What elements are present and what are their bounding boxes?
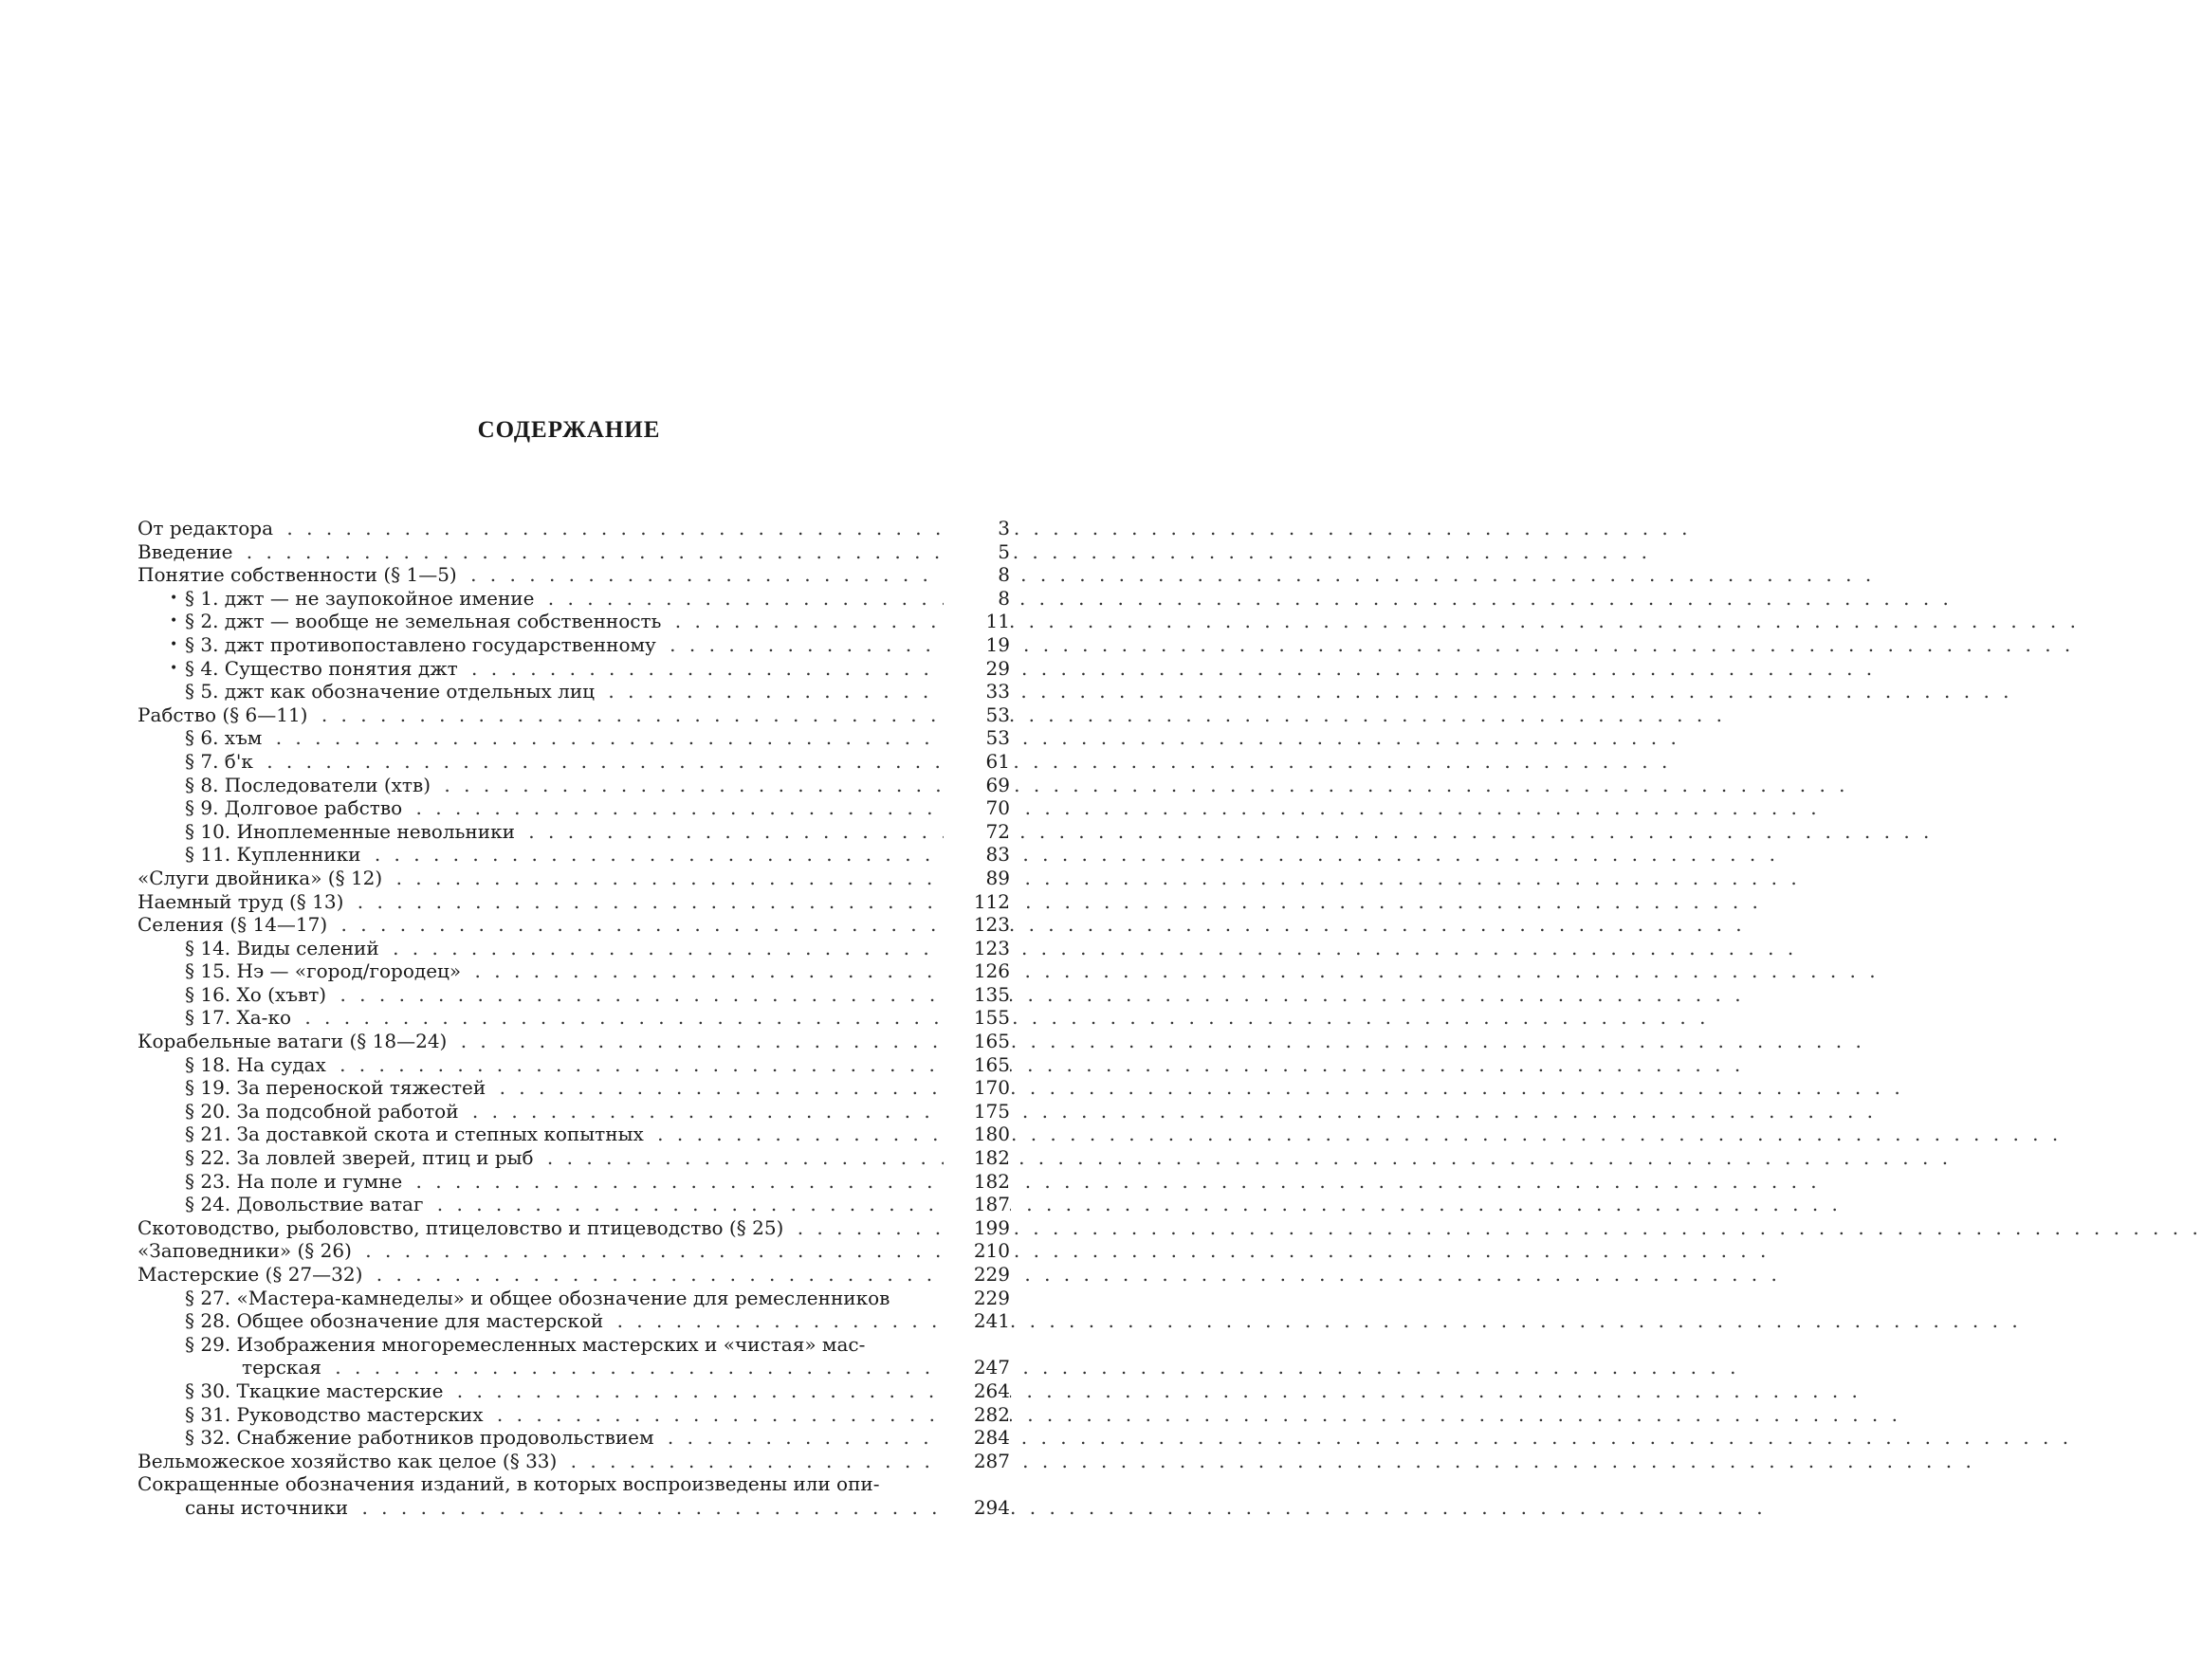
- toc-entry-title: § 16. Хо (хъвт): [185, 983, 330, 1006]
- toc-entry-page: 182: [944, 1146, 1010, 1170]
- toc-entry-title: терская: [242, 1356, 325, 1379]
- toc-entry: [138, 1076, 1010, 1100]
- toc-entry-title: Вельможеское хозяйство как целое (§ 33): [138, 1450, 560, 1472]
- toc-entry-title: § 28. Общее обозначение для мастерской: [185, 1309, 607, 1332]
- toc-entry-title: саны источники: [185, 1496, 352, 1519]
- toc-entry-leader: [138, 517, 934, 540]
- toc-entry: [138, 1030, 1010, 1053]
- toc-entry-leader: [185, 1426, 934, 1450]
- toc-entry-page: 210: [944, 1239, 1010, 1263]
- toc-entry: [138, 1333, 1010, 1357]
- toc-entry-leader: [185, 1193, 934, 1216]
- toc-entry-page: 8: [944, 587, 1010, 611]
- toc-entry-page: 294: [944, 1496, 1010, 1520]
- toc-entry-leader: [138, 703, 934, 727]
- toc-entry-leader: [138, 913, 934, 937]
- toc-entry-leader: [185, 1170, 934, 1194]
- bullet-marker: •: [170, 613, 178, 630]
- toc-entry-leader: [185, 680, 934, 703]
- toc-entry-page: 89: [944, 867, 1010, 890]
- toc-entry-title: Селения (§ 14—17): [138, 913, 331, 936]
- toc-entry-title: § 4. Существо понятия джт: [185, 657, 462, 680]
- toc-entry-page: 53: [944, 726, 1010, 750]
- bullet-marker: •: [170, 660, 178, 676]
- toc-entry-leader: [138, 540, 934, 564]
- toc-entry-leader: [185, 1379, 934, 1403]
- toc-entry-page: 29: [944, 657, 1010, 681]
- toc-entry-page: 72: [944, 820, 1010, 844]
- toc-entry-leader: [185, 983, 934, 1007]
- toc-entry: [138, 1496, 1010, 1520]
- toc-entry: [138, 796, 1010, 820]
- toc-entry-leader: [242, 1356, 934, 1379]
- toc-entry: [138, 1450, 1010, 1473]
- toc-entry-leader: [138, 1472, 934, 1496]
- toc-entry-page: 8: [944, 563, 1010, 587]
- toc-entry-page: 264: [944, 1379, 1010, 1403]
- toc-entry-leader: [185, 959, 934, 983]
- toc-entry-title: § 18. На судах: [185, 1053, 330, 1076]
- toc-entry-leader: [185, 1496, 934, 1520]
- toc-entry-page: 187: [944, 1193, 1010, 1216]
- toc-entry-title: Введение: [138, 540, 236, 563]
- toc-entry-page: 165: [944, 1053, 1010, 1077]
- toc-entry-leader: [185, 796, 934, 820]
- toc-entry-title: От редактора: [138, 517, 277, 539]
- toc-entry-page: 182: [944, 1170, 1010, 1194]
- toc-entry: [138, 1216, 1010, 1240]
- toc-entry-title: § 24. Довольствие ватаг: [185, 1193, 427, 1215]
- toc-entry-leader: [185, 1123, 934, 1146]
- toc-entry-page: 123: [944, 937, 1010, 960]
- toc-entry-leader: [185, 1100, 934, 1123]
- toc-entry-title: § 3. джт противопоставлено государственному: [185, 633, 660, 656]
- toc-entry-leader: [185, 1403, 934, 1427]
- toc-entry-page: 229: [944, 1287, 1010, 1310]
- toc-entry-leader: [185, 774, 934, 797]
- toc-entry: [138, 867, 1010, 890]
- toc-entry-page: 112: [944, 890, 1010, 914]
- toc-entry-page: 123: [944, 913, 1010, 937]
- toc-entry-title: § 31. Руководство мастерских: [185, 1403, 487, 1426]
- toc-entry: [138, 680, 1010, 703]
- toc-entry: [138, 540, 1010, 564]
- toc-entry-title: § 8. Последователи (хтв): [185, 774, 434, 796]
- toc-entry: [138, 517, 1010, 540]
- toc-entry-title: «Слуги двойника» (§ 12): [138, 867, 386, 889]
- toc-entry-title: § 11. Купленники: [185, 843, 364, 866]
- toc-entry-leader: [138, 867, 934, 890]
- toc-entry-title: § 9. Долговое рабство: [185, 796, 406, 819]
- toc-entry-page: 53: [944, 703, 1010, 727]
- toc-entry-leader: [185, 726, 934, 750]
- toc-entry: [138, 1309, 1010, 1333]
- toc-entry-page: 180: [944, 1123, 1010, 1146]
- toc-entry-title: § 30. Ткацкие мастерские: [185, 1379, 447, 1402]
- toc-entry: [138, 1100, 1010, 1123]
- toc-entry-page: 3: [944, 517, 1010, 540]
- toc-entry-leader: [138, 1030, 934, 1053]
- toc-entry-page: 199: [944, 1216, 1010, 1240]
- toc-entry-leader: [185, 1287, 934, 1310]
- toc-entry: [138, 1123, 1010, 1146]
- toc-entry-leader: [170, 656, 934, 681]
- toc-entry-page: 19: [944, 633, 1010, 657]
- toc-entry: [138, 1146, 1010, 1170]
- bullet-marker: •: [170, 636, 178, 652]
- toc-entry-title: § 1. джт — не заупокойное имение: [185, 587, 538, 610]
- toc-entry-leader: [138, 1450, 934, 1473]
- toc-entry-leader: [185, 1333, 934, 1357]
- toc-entry-page: 175: [944, 1100, 1010, 1123]
- toc-entry: [138, 750, 1010, 774]
- toc-entry-leader: [185, 750, 934, 774]
- page-title: СОДЕРЖАНИЕ: [477, 417, 661, 443]
- toc-entry-page: 70: [944, 796, 1010, 820]
- toc-entry-leader: [138, 563, 934, 587]
- toc-entry-title: Наемный труд (§ 13): [138, 890, 347, 913]
- toc-entry-page: 247: [944, 1356, 1010, 1379]
- toc-entry: [138, 937, 1010, 960]
- toc-entry-title: § 32. Снабжение работников продовольствием: [185, 1426, 658, 1449]
- toc-entry: [138, 1006, 1010, 1030]
- toc-entry-title: § 15. Нэ — «город/городец»: [185, 959, 465, 982]
- toc-entry-title: Сокращенные обозначения изданий, в которых воспроизведены или опи-: [138, 1472, 884, 1495]
- toc-entry-title: § 17. Ха-ко: [185, 1006, 295, 1029]
- toc-entry-page: 11: [944, 610, 1010, 633]
- toc-entry: [138, 1426, 1010, 1450]
- toc-entry: [138, 1053, 1010, 1077]
- toc-entry: [138, 703, 1010, 727]
- toc-entry: [138, 633, 1010, 657]
- toc-entry: [138, 774, 1010, 797]
- toc-entry-title: § 10. Иноплеменные невольники: [185, 820, 519, 843]
- toc-entry-title: § 29. Изображения многоремесленных мастерских и «чистая» мас-: [185, 1333, 869, 1356]
- toc-entry-title: Скотоводство, рыболовство, птицеловство и птицеводство (§ 25): [138, 1216, 787, 1239]
- toc-entry: [138, 1379, 1010, 1403]
- toc-entry: [138, 890, 1010, 914]
- toc-entry-leader: [170, 632, 934, 657]
- toc-entry-leader: [185, 1309, 934, 1333]
- bullet-marker: •: [170, 590, 178, 606]
- toc-entry: [138, 726, 1010, 750]
- table-of-contents: [138, 517, 1010, 1520]
- toc-entry: [138, 959, 1010, 983]
- toc-entry-title: § 6. хъм: [185, 726, 266, 749]
- toc-entry-title: Рабство (§ 6—11): [138, 703, 311, 726]
- toc-entry-leader: [170, 610, 934, 633]
- toc-entry-title: Понятие собственности (§ 1—5): [138, 563, 461, 586]
- toc-entry-leader: [170, 586, 934, 611]
- toc-entry-page: 33: [944, 680, 1010, 703]
- toc-entry-title: § 5. джт как обозначение отдельных лиц: [185, 680, 598, 703]
- toc-entry-title: § 7. б'к: [185, 750, 257, 773]
- toc-entry: [138, 1193, 1010, 1216]
- toc-entry-page: 61: [944, 750, 1010, 774]
- toc-entry-page: 282: [944, 1403, 1010, 1427]
- toc-entry-leader: [185, 820, 934, 844]
- toc-entry-page: 69: [944, 774, 1010, 797]
- toc-entry-page: 287: [944, 1450, 1010, 1473]
- toc-entry: [138, 1472, 1010, 1496]
- toc-entry-leader: [138, 1216, 934, 1240]
- toc-entry-leader: [185, 1146, 934, 1170]
- toc-entry-leader: [185, 1076, 934, 1100]
- toc-entry-leader: [185, 843, 934, 867]
- toc-entry-page: 241: [944, 1309, 1010, 1333]
- toc-entry: [138, 983, 1010, 1007]
- toc-entry-page: 83: [944, 843, 1010, 867]
- toc-entry-title: § 27. «Мастера-камнеделы» и общее обозначение для ремесленников: [185, 1287, 893, 1309]
- toc-entry: [138, 1403, 1010, 1427]
- toc-entry-title: § 14. Виды селений: [185, 937, 383, 959]
- toc-entry: [138, 610, 1010, 633]
- toc-entry: [138, 587, 1010, 611]
- toc-entry: [138, 1287, 1010, 1310]
- toc-entry-page: 165: [944, 1030, 1010, 1053]
- toc-entry-title: § 22. За ловлей зверей, птиц и рыб: [185, 1146, 538, 1169]
- toc-entry-page: 126: [944, 959, 1010, 983]
- toc-entry-title: § 2. джт — вообще не земельная собственность: [185, 610, 665, 632]
- toc-entry-title: «Заповедники» (§ 26): [138, 1239, 356, 1262]
- toc-entry: [138, 1263, 1010, 1287]
- toc-entry: [138, 913, 1010, 937]
- toc-entry-leader: [138, 1263, 934, 1287]
- toc-entry-page: 135: [944, 983, 1010, 1007]
- toc-entry: [138, 1170, 1010, 1194]
- toc-entry-title: Мастерские (§ 27—32): [138, 1263, 366, 1286]
- toc-entry-title: § 23. На поле и гумне: [185, 1170, 406, 1193]
- toc-entry: [138, 1239, 1010, 1263]
- toc-entry-leader: [185, 1006, 934, 1030]
- toc-entry-page: 229: [944, 1263, 1010, 1287]
- toc-entry-leader: [138, 890, 934, 914]
- toc-entry-page: 155: [944, 1006, 1010, 1030]
- toc-entry-title: § 21. За доставкой скота и степных копытных: [185, 1123, 648, 1145]
- toc-entry: [138, 820, 1010, 844]
- toc-entry-leader: [138, 1239, 934, 1263]
- toc-entry: [138, 563, 1010, 587]
- toc-entry: [138, 843, 1010, 867]
- toc-entry-title: Корабельные ватаги (§ 18—24): [138, 1030, 450, 1052]
- toc-entry-page: 170: [944, 1076, 1010, 1100]
- toc-entry-leader: [185, 937, 934, 960]
- toc-entry-page: 5: [944, 540, 1010, 564]
- toc-entry-title: § 19. За переноской тяжестей: [185, 1076, 489, 1099]
- toc-entry-leader: [185, 1053, 934, 1077]
- toc-entry-title: § 20. За подсобной работой: [185, 1100, 463, 1123]
- toc-entry: [138, 657, 1010, 681]
- toc-entry-page: 284: [944, 1426, 1010, 1450]
- toc-entry: [138, 1356, 1010, 1379]
